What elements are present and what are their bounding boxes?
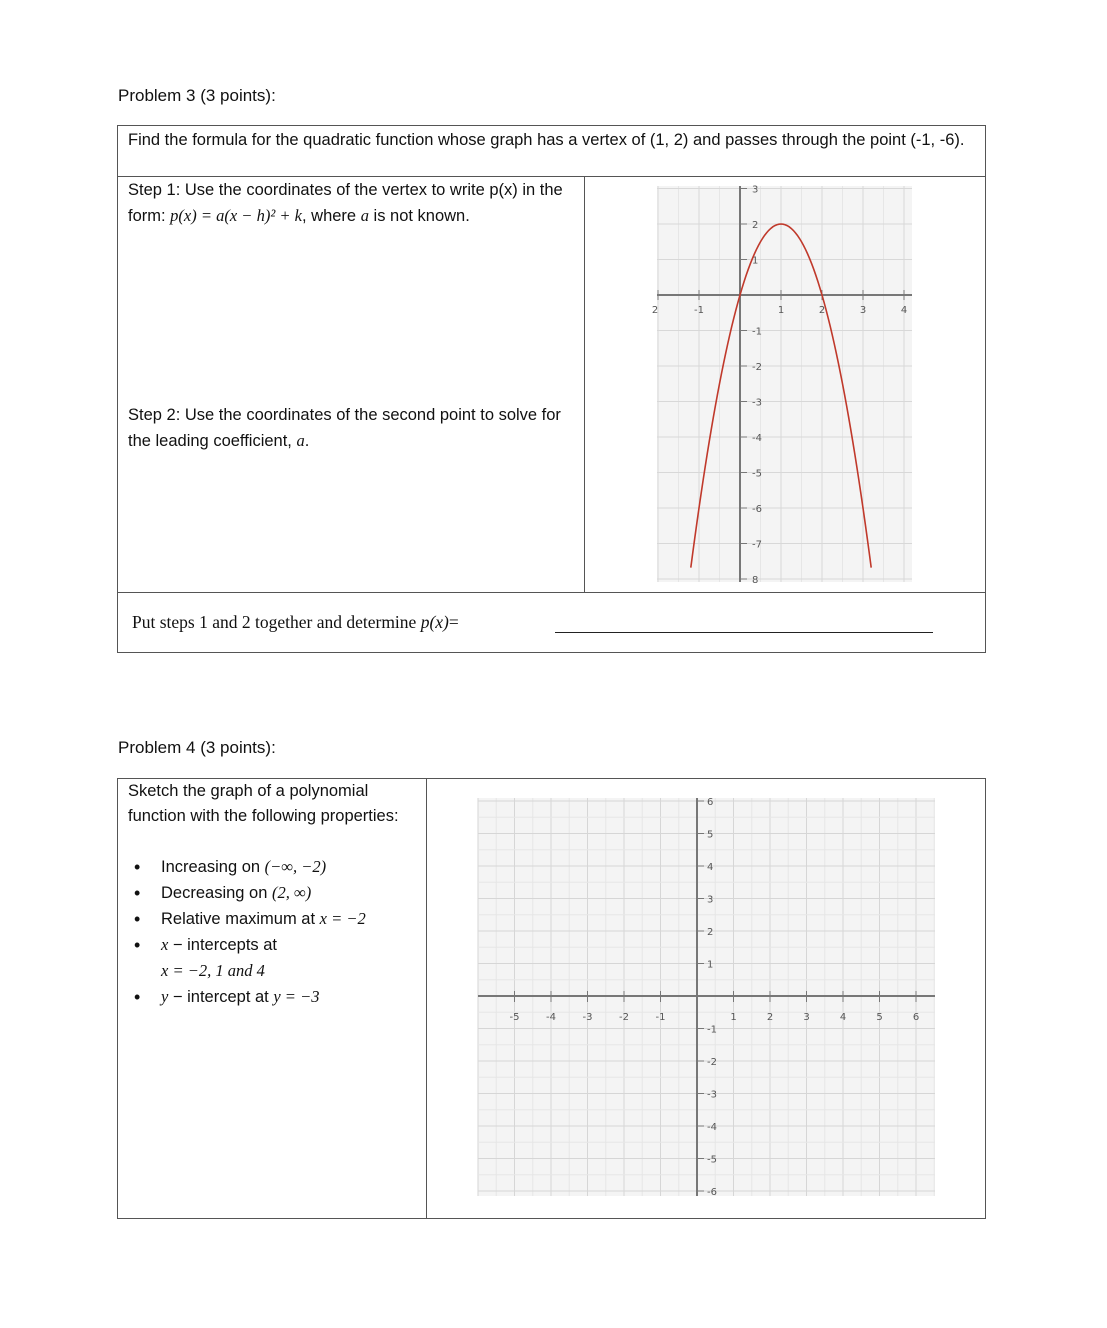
y-tick-label: -1	[752, 326, 762, 338]
conclusion-text	[132, 610, 459, 635]
y-tick-label: 5	[707, 829, 714, 841]
y-tick-label: 3	[752, 184, 759, 196]
x-tick-label: -1	[694, 305, 704, 316]
y-tick-label: 8	[752, 575, 759, 586]
y-tick-label: -6	[752, 504, 762, 515]
problem3-row-divider	[117, 592, 986, 593]
x-tick-label: 3	[803, 1012, 810, 1023]
answer-blank[interactable]	[555, 632, 933, 633]
x-tick-label: -3	[582, 1012, 593, 1023]
x-tick-label: -5	[509, 1012, 520, 1023]
conclusion-expr: p(x)	[420, 612, 449, 632]
problem4-heading: Problem 4 (3 points):	[118, 738, 276, 757]
y-tick-label: 4	[707, 862, 714, 873]
x-tick-label: 5	[876, 1012, 883, 1023]
problem3-graph	[651, 184, 912, 586]
problem4-col-divider	[426, 778, 427, 1219]
y-tick-label: -2	[707, 1057, 717, 1068]
step2-text	[128, 403, 568, 454]
step1-text-a: Step 1: Use the coordinates of the vertex to write p(x) in the form:	[128, 181, 563, 225]
y-tick-label: 1	[707, 959, 714, 971]
x-tick-label: 2	[651, 305, 659, 316]
y-tick-label: 1	[752, 255, 759, 267]
x-tick-label: 3	[859, 305, 867, 316]
problem3-row-divider	[117, 176, 986, 177]
x-tick-label: 2	[766, 1012, 774, 1023]
problem3-heading: Problem 3 (3 points):	[118, 86, 276, 105]
x-tick-label: -2	[619, 1012, 629, 1023]
y-tick-label: -5	[707, 1154, 717, 1166]
y-tick-label: 2	[752, 220, 759, 231]
y-tick-label: -5	[752, 468, 762, 480]
y-tick-label: -6	[707, 1187, 717, 1198]
x-tick-label: 6	[912, 1012, 920, 1023]
property-item: • y − intercept at y = −3	[128, 984, 423, 1010]
conclusion-suffix: =	[448, 612, 459, 632]
problem3-prompt: Find the formula for the quadratic function whose graph has a vertex of (1, 2) and passes through the point (-1, -6).	[128, 131, 965, 149]
step1-var-a: a	[360, 206, 369, 225]
y-tick-label: 2	[707, 927, 714, 938]
y-tick-label: 6	[707, 797, 714, 808]
problem3-col-divider	[584, 176, 585, 592]
x-tick-label: -1	[655, 1012, 666, 1023]
step2-text-a: Step 2: Use the coordinates of the second point to solve for the leading coefficient,	[128, 406, 561, 450]
step1-formula: p(x) = a(x − h)² + k	[170, 206, 302, 225]
x-tick-label: 4	[900, 305, 908, 316]
x-tick-label: 1	[777, 305, 785, 316]
step2-text-b: .	[304, 432, 310, 450]
x-tick-label: -4	[546, 1012, 556, 1023]
properties-list	[128, 854, 423, 1010]
step2-var-a: a	[296, 431, 305, 450]
x-tick-label: 2	[818, 305, 826, 316]
step1-text-b: , where	[301, 207, 361, 225]
property-item: • x − intercepts at x = −2, 1 and 4	[128, 932, 423, 984]
y-tick-label: -2	[752, 362, 762, 373]
problem4-intro: Sketch the graph of a polynomial function with the following properties:	[128, 782, 399, 825]
y-tick-label: -4	[707, 1122, 717, 1133]
problem4-graph[interactable]	[478, 798, 935, 1196]
y-tick-label: 3	[707, 894, 714, 906]
y-tick-label: -7	[752, 539, 762, 551]
y-tick-label: -3	[707, 1089, 717, 1101]
y-tick-label: -3	[752, 397, 762, 409]
x-tick-label: 4	[839, 1012, 847, 1023]
graph-background	[657, 186, 912, 582]
property-item: • Relative maximum at x = −2	[128, 906, 423, 932]
step1-text	[128, 178, 578, 229]
x-tick-label: 1	[730, 1012, 737, 1023]
step1-text-c: is not known.	[368, 207, 470, 225]
property-item: • Decreasing on (2, ∞)	[128, 880, 423, 906]
property-item: • Increasing on (−∞, −2)	[128, 854, 423, 880]
y-tick-label: -4	[752, 433, 762, 444]
y-tick-label: -1	[707, 1024, 717, 1036]
conclusion-label: Put steps 1 and 2 together and determine	[132, 612, 421, 632]
